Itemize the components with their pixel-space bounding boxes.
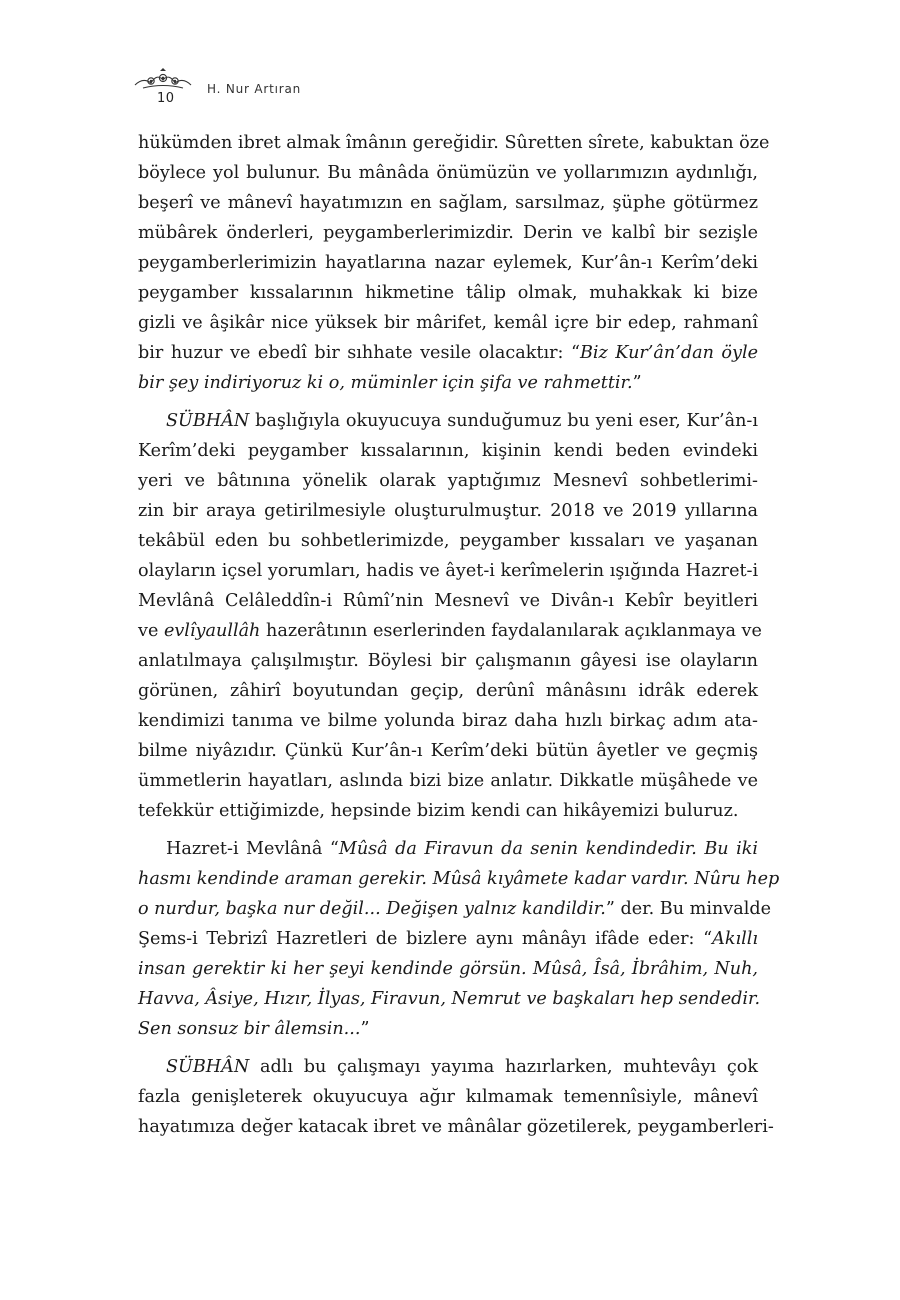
text-segment: peygamberlerimizin hayatlarına nazar eylemek, Kur’ân-ı Kerîm’deki bbox=[138, 253, 758, 273]
paragraph bbox=[138, 406, 762, 826]
text-line bbox=[138, 368, 758, 398]
text-segment: Mevlânâ Celâleddîn-i Rûmî’nin Mesnevî ve Divân-ı Kebîr beyitleri bbox=[138, 591, 758, 611]
italic-segment: Biz Kur’ân’dan öyle bbox=[579, 343, 759, 363]
text-line bbox=[138, 834, 758, 864]
italic-segment: Havva, Âsiye, Hızır, İlyas, Firavun, Nemrut ve başkaları hep sendedir. bbox=[138, 989, 761, 1009]
text-segment: hükümden ibret almak îmânın gereğidir. Sûretten sîrete, kabuktan öze bbox=[138, 133, 770, 153]
text-line bbox=[138, 1052, 758, 1082]
italic-segment: Mûsâ da Firavun da senin kendindedir. Bu iki bbox=[338, 839, 758, 859]
text-segment: ve bbox=[138, 621, 164, 641]
ornament-icon bbox=[133, 68, 193, 92]
text-line bbox=[138, 278, 758, 308]
italic-segment: bir şey indiriyoruz ki o, müminler için şifa ve rahmettir. bbox=[138, 373, 633, 393]
text-segment: ” der. Bu minvalde bbox=[605, 899, 772, 919]
text-segment: adlı bu çalışmayı yayıma hazırlarken, muhtevâyı çok bbox=[249, 1057, 758, 1077]
text-line bbox=[138, 1014, 758, 1044]
italic-segment: hasmı kendinde araman gerekir. Mûsâ kıyâmete kadar vardır. Nûru hep bbox=[138, 869, 780, 889]
text-segment: hazerâtının eserlerinden faydalanılarak açıklanmaya ve bbox=[260, 621, 762, 641]
italic-segment: SÜBHÂN bbox=[166, 411, 250, 431]
text-line bbox=[138, 526, 758, 556]
text-line bbox=[138, 984, 761, 1014]
italic-segment: Akıllı bbox=[712, 929, 758, 949]
text-segment: tekâbül eden bu sohbetlerimizde, peygamber kıssaları ve yaşanan bbox=[138, 531, 758, 551]
running-header-author: H. Nur Artıran bbox=[207, 82, 302, 96]
body-text bbox=[138, 128, 780, 1142]
text-segment: ümmetlerin hayatları, aslında bizi bize anlatır. Dikkatle müşâhede ve bbox=[138, 771, 758, 791]
text-segment: görünen, zâhirî boyutundan geçip, derûnî mânâsını idrâk ederek bbox=[138, 681, 758, 701]
text-line bbox=[138, 218, 758, 248]
text-segment: hayatımıza değer katacak ibret ve mânâlar gözetilerek, peygamberleri- bbox=[138, 1117, 774, 1137]
text-segment: Kerîm’deki peygamber kıssalarının, kişinin kendi beden evindeki bbox=[138, 441, 758, 461]
italic-segment: evlîyaullâh bbox=[163, 621, 261, 641]
text-segment: böylece yol bulunur. Bu mânâda önümüzün ve yollarımızın aydınlığı, bbox=[138, 163, 758, 183]
text-segment: tefekkür ettiğimizde, hepsinde bizim kendi can hikâyemizi buluruz. bbox=[138, 801, 739, 821]
italic-segment: insan gerektir ki her şeyi kendinde görsün. Mûsâ, Îsâ, İbrâhim, Nuh, bbox=[138, 959, 758, 979]
text-line bbox=[138, 954, 758, 984]
text-line bbox=[138, 128, 770, 158]
italic-segment: SÜBHÂN bbox=[166, 1057, 250, 1077]
text-line bbox=[138, 436, 758, 466]
text-segment: yeri ve bâtınına yönelik olarak yaptığımız Mesnevî sohbetlerimi- bbox=[138, 471, 758, 491]
text-line bbox=[138, 586, 758, 616]
text-line bbox=[138, 556, 758, 586]
page-number: 10 bbox=[157, 91, 175, 106]
text-line bbox=[138, 646, 758, 676]
text-segment: ” bbox=[632, 373, 642, 393]
text-line bbox=[138, 158, 758, 188]
text-segment: Şems-i Tebrizî Hazretleri de bizlere aynı mânâyı ifâde eder: “ bbox=[138, 929, 713, 949]
text-line bbox=[138, 766, 758, 796]
text-line bbox=[138, 466, 758, 496]
text-line bbox=[138, 1082, 758, 1112]
text-line bbox=[138, 706, 758, 736]
text-segment: beşerî ve mânevî hayatımızın en sağlam, sarsılmaz, şüphe götürmez bbox=[138, 193, 758, 213]
text-segment: bir huzur ve ebedî bir sıhhate vesile olacaktır: “ bbox=[138, 343, 580, 363]
text-segment: zin bir araya getirilmesiyle oluşturulmuştur. 2018 ve 2019 yıllarına bbox=[138, 501, 758, 521]
italic-segment: Sen sonsuz bir âlemsin... bbox=[138, 1019, 361, 1039]
text-line bbox=[138, 924, 758, 954]
text-line bbox=[138, 188, 758, 218]
text-line bbox=[138, 736, 758, 766]
text-segment: Hazret-i Mevlânâ “ bbox=[166, 839, 339, 859]
paragraph bbox=[138, 128, 770, 398]
text-line bbox=[138, 496, 758, 526]
text-line bbox=[138, 796, 758, 826]
paragraph bbox=[138, 834, 780, 1044]
text-segment: gizli ve âşikâr nice yüksek bir mârifet, kemâl içre bir edep, rahmanî bbox=[138, 313, 758, 333]
text-line bbox=[138, 406, 758, 436]
text-line bbox=[138, 676, 758, 706]
text-line bbox=[138, 338, 758, 368]
italic-segment: o nurdur, başka nur değil... Değişen yalnız kandildir. bbox=[138, 899, 606, 919]
text-segment: fazla genişleterek okuyucuya ağır kılmamak temennîsiyle, mânevî bbox=[138, 1087, 758, 1107]
text-segment: olayların içsel yorumları, hadis ve âyet-i kerîmelerin ışığında Hazret-i bbox=[138, 561, 759, 581]
page-header bbox=[133, 68, 433, 110]
text-segment: mübârek önderleri, peygamberlerimizdir. Derin ve kalbî bir sezişle bbox=[138, 223, 758, 243]
text-line bbox=[138, 308, 758, 338]
text-line bbox=[138, 248, 758, 278]
text-segment: başlığıyla okuyucuya sunduğumuz bu yeni eser, Kur’ân-ı bbox=[249, 411, 758, 431]
text-segment: anlatılmaya çalışılmıştır. Böylesi bir çalışmanın gâyesi ise olayların bbox=[138, 651, 758, 671]
text-line bbox=[138, 894, 772, 924]
text-segment: ” bbox=[360, 1019, 370, 1039]
text-segment: kendimizi tanıma ve bilme yolunda biraz daha hızlı birkaç adım ata- bbox=[138, 711, 758, 731]
text-line bbox=[138, 864, 780, 894]
text-line bbox=[138, 616, 762, 646]
text-line bbox=[138, 1112, 774, 1142]
text-segment: peygamber kıssalarının hikmetine tâlip olmak, muhakkak ki bize bbox=[138, 283, 758, 303]
paragraph bbox=[138, 1052, 774, 1142]
text-segment: bilme niyâzıdır. Çünkü Kur’ân-ı Kerîm’deki bütün âyetler ve geçmiş bbox=[138, 741, 758, 761]
